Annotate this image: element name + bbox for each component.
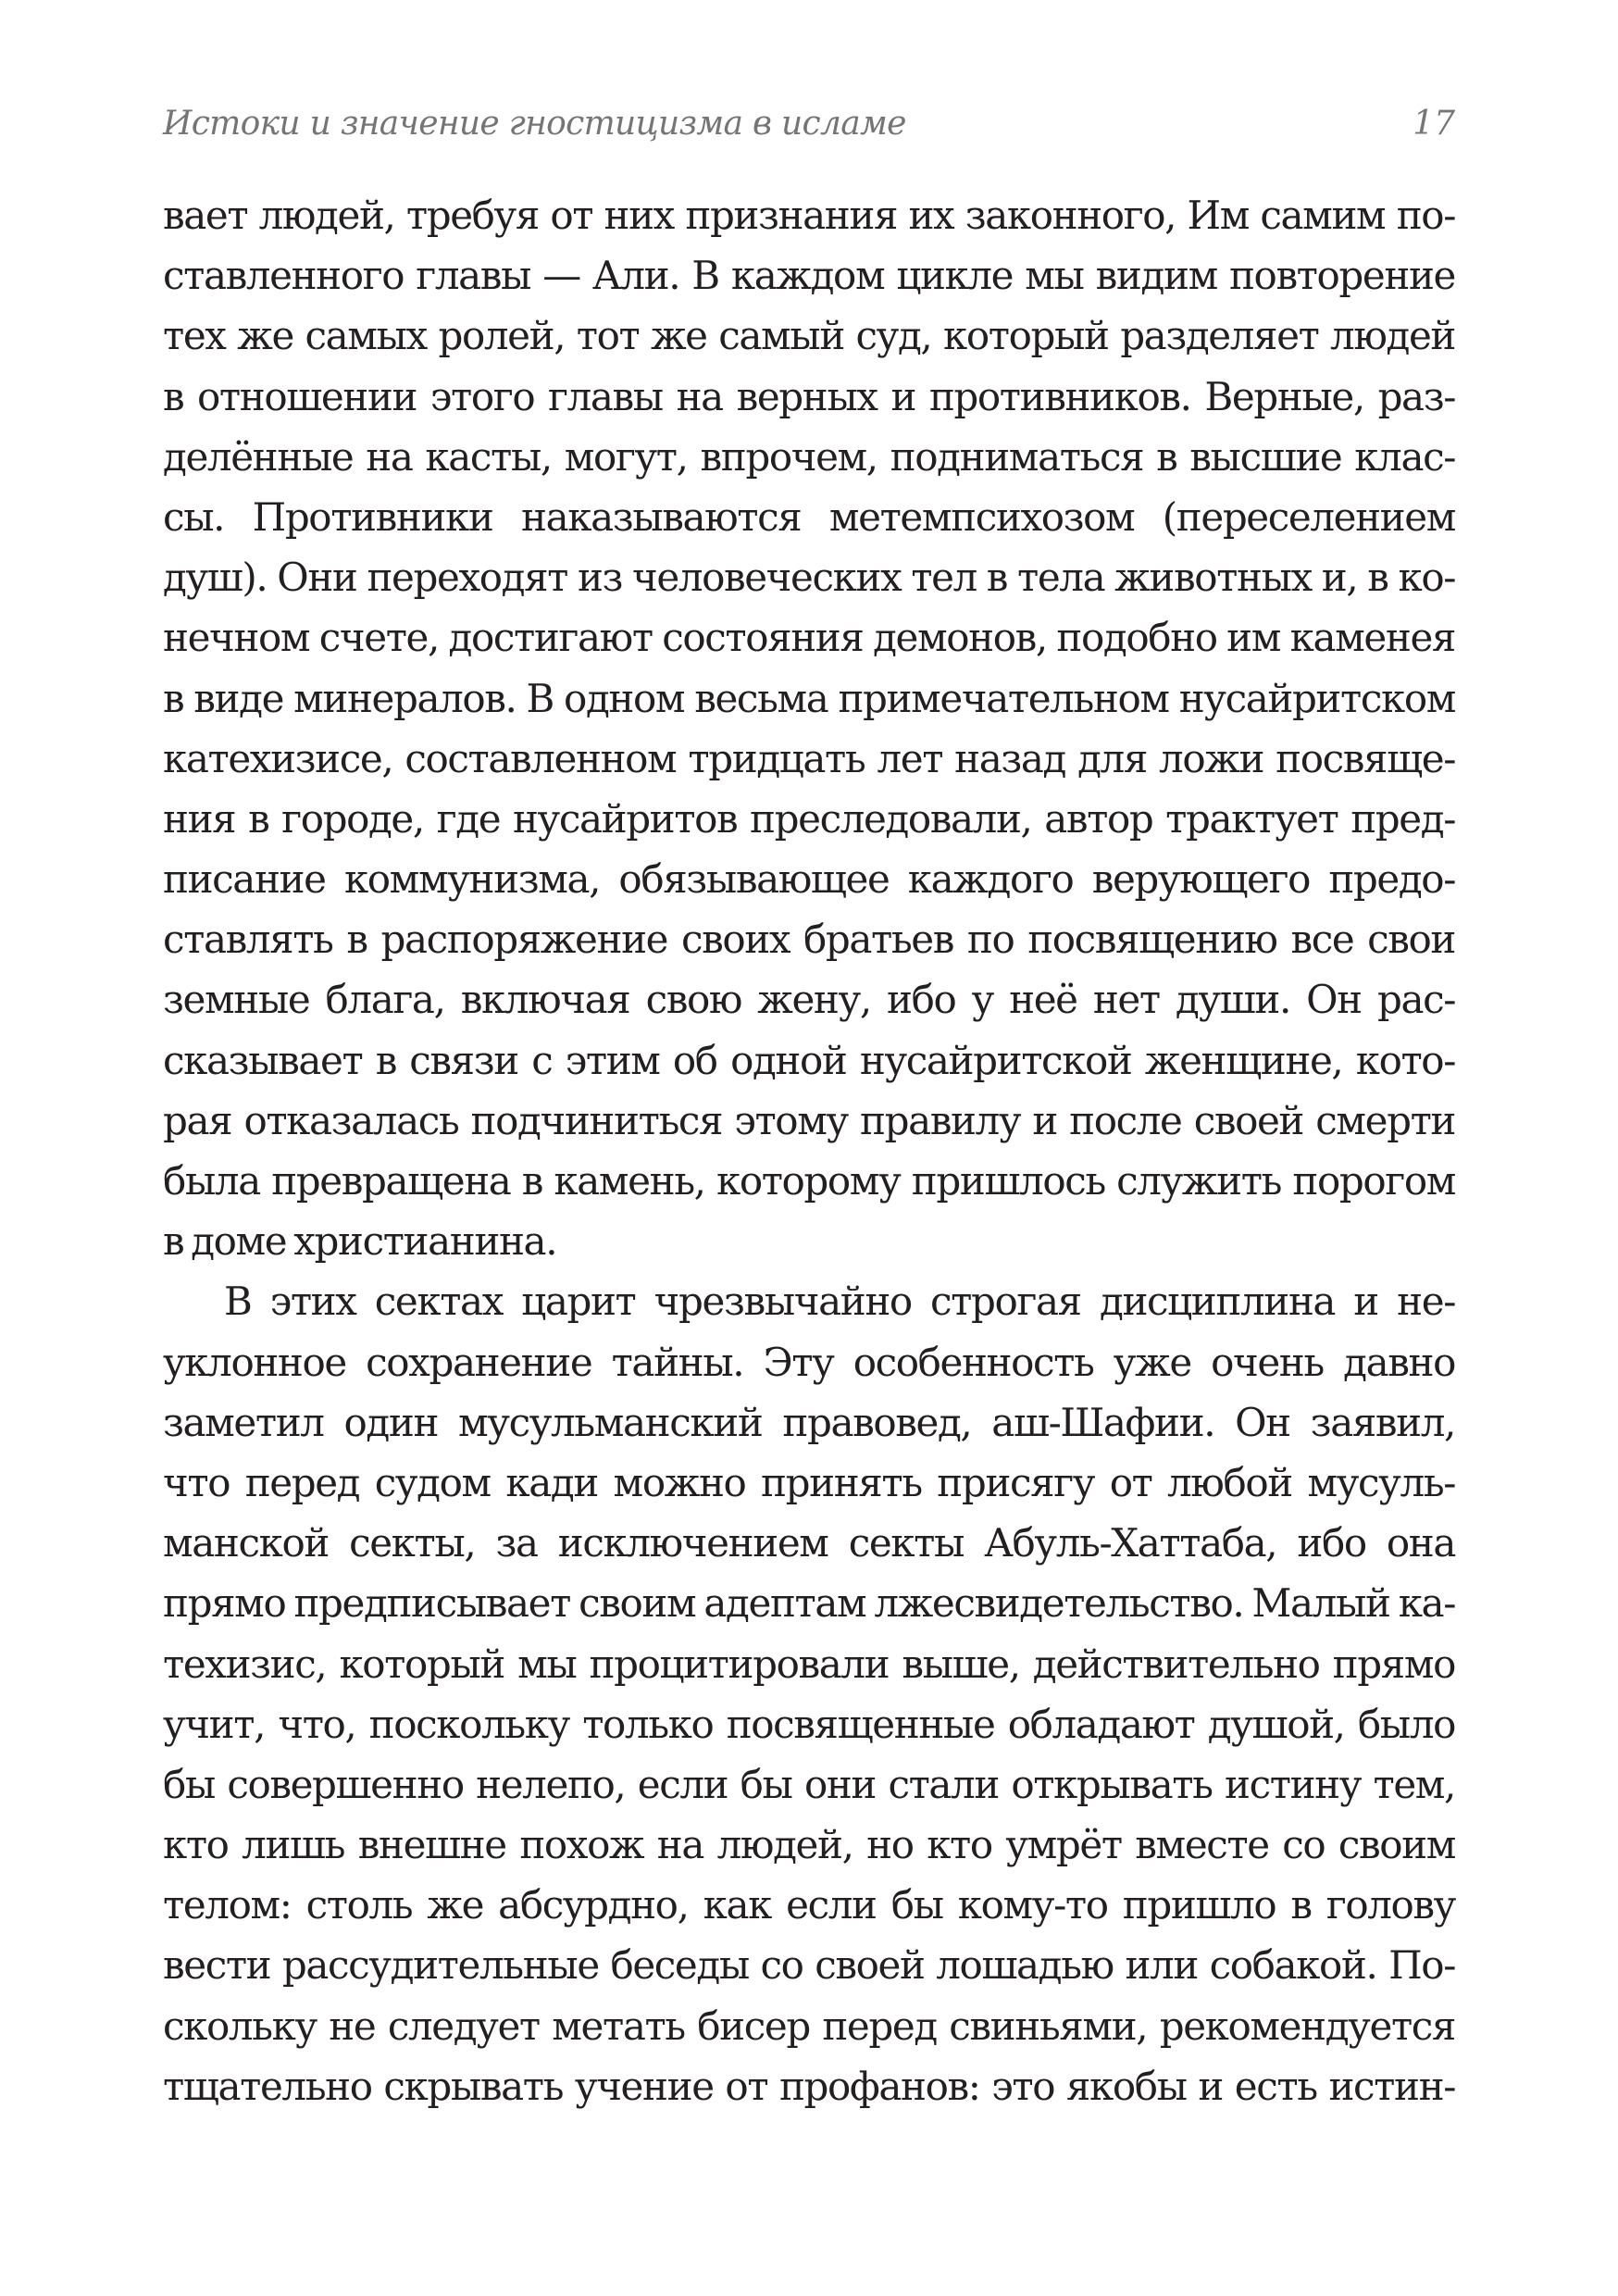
text-line: писание коммунизма, обязывающее каждого верующего предо- bbox=[163, 856, 1455, 903]
text-line: заметил один мусульманский правовед, аш-Шафии. Он заявил, bbox=[163, 1399, 1455, 1445]
text-line: ставлять в распоряжение своих братьев по посвящению все свои bbox=[163, 917, 1455, 963]
text-line: земные блага, включая свою жену, ибо у неё нет души. Он рас- bbox=[163, 977, 1455, 1023]
text-line: бы совершенно нелепо, если бы они стали открывать истину тем, bbox=[163, 1761, 1455, 1807]
text-line: техизис, который мы процитировали выше, действительно прямо bbox=[163, 1641, 1455, 1687]
text-line: уклонное сохранение тайны. Эту особенность уже очень давно bbox=[163, 1339, 1455, 1385]
text-line: что перед судом кади можно принять присягу от любой мусуль- bbox=[163, 1459, 1455, 1505]
text-line: в отношении этого главы на верных и противников. Верные, раз- bbox=[163, 373, 1455, 419]
text-line: кто лишь внешне похож на людей, но кто умрёт вместе со своим bbox=[163, 1822, 1455, 1868]
text-line: катехизисе, составленном тридцать лет назад для ложи посвяще- bbox=[163, 735, 1455, 781]
text-line: прямо предписывает своим адептам лжесвидетельство. Малый ка- bbox=[163, 1580, 1455, 1627]
text-line: ставленного главы — Али. В каждом цикле мы видим повторение bbox=[163, 253, 1455, 299]
text-line: ния в городе, где нусайритов преследовали, автор трактует пред- bbox=[163, 795, 1455, 842]
text-line: душ). Они переходят из человеческих тел в тела животных и, в ко- bbox=[163, 555, 1455, 601]
text-line: нечном счете, достигают состояния демонов, подобно им каменея bbox=[163, 615, 1455, 661]
text-line: тщательно скрывать учение от профанов: это якобы и есть истин- bbox=[163, 2063, 1455, 2109]
text-line: в виде минералов. В одном весьма примечательном нусайритском bbox=[163, 675, 1455, 721]
paragraph bbox=[163, 185, 1455, 1271]
text-line: учит, что, поскольку только посвященные обладают душой, было bbox=[163, 1701, 1455, 1747]
text-line: сказывает в связи с этим об одной нусайритской женщине, кото- bbox=[163, 1037, 1455, 1083]
text-line: вести рассудительные беседы со своей лошадью или собакой. По- bbox=[163, 1942, 1455, 1989]
text-line: телом: столь же абсурдно, как если бы кому-то пришло в голову bbox=[163, 1882, 1455, 1928]
text-line: была превращена в камень, которому пришлось служить порогом bbox=[163, 1158, 1455, 1204]
text-line: скольку не следует метать бисер перед свиньями, рекомендуется bbox=[163, 2003, 1455, 2049]
text-line: тех же самых ролей, тот же самый суд, который разделяет людей bbox=[163, 313, 1455, 359]
paragraph bbox=[163, 1271, 1455, 2116]
text-line: вает людей, требуя от них признания их законного, Им самим по- bbox=[163, 193, 1455, 238]
text-line: рая отказалась подчиниться этому правилу и после своей смерти bbox=[163, 1097, 1455, 1143]
text-line: В этих сектах царит чрезвычайно строгая дисциплина и не- bbox=[224, 1279, 1455, 1325]
text-line: сы. Противники наказываются метемпсихозом (переселением bbox=[163, 493, 1455, 540]
body-text bbox=[163, 185, 1455, 2116]
page-number: 17 bbox=[1413, 105, 1455, 143]
text-line: манской секты, за исключением секты Абуль-Хаттаба, ибо она bbox=[163, 1520, 1455, 1566]
text-line: в доме христианина. bbox=[163, 1218, 557, 1265]
running-header bbox=[163, 96, 1455, 152]
running-title: Истоки и значение гностицизма в исламе bbox=[163, 105, 906, 143]
text-line: делённые на касты, могут, впрочем, подниматься в высшие клас- bbox=[163, 433, 1455, 480]
